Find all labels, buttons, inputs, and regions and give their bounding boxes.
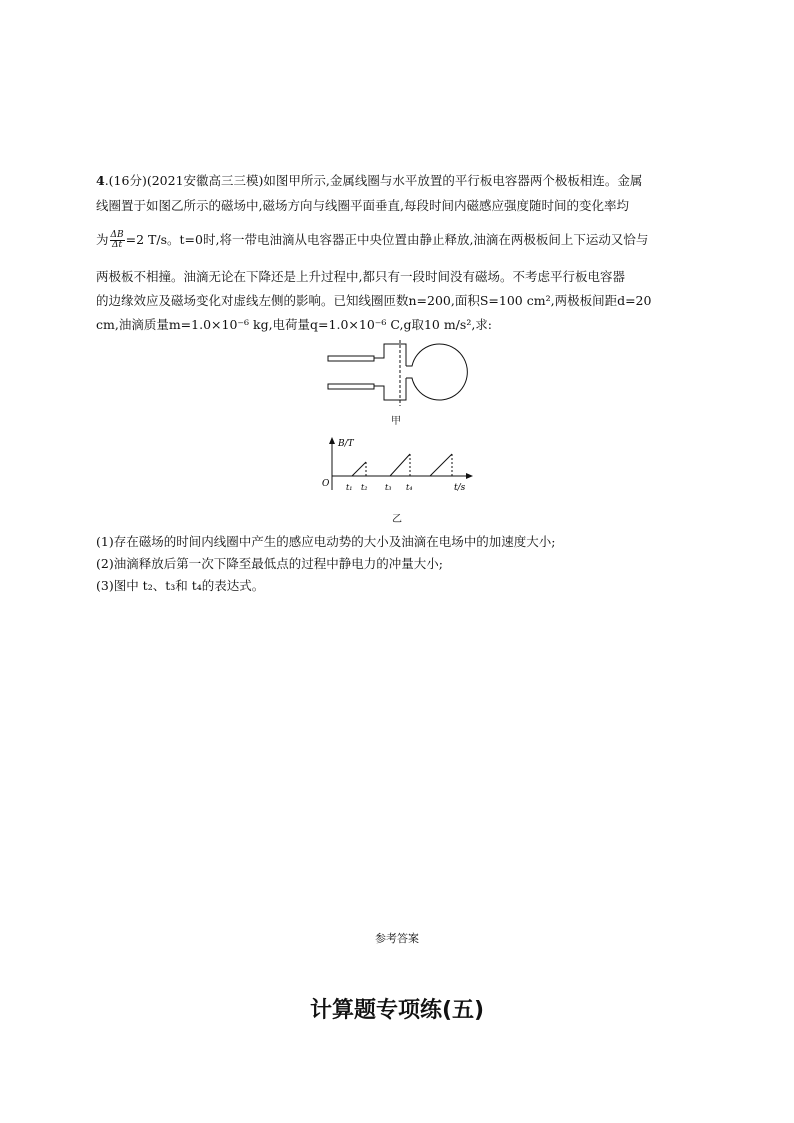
question-list — [96, 531, 696, 597]
tick-t2: t₂ — [361, 483, 368, 492]
rate-fraction: $\frac{\Delta B}{\Delta t}$ — [110, 230, 124, 250]
figure-capacitor-coil — [320, 340, 480, 410]
ramp-3 — [430, 454, 452, 476]
problem-line-3: 为 $\frac{\Delta B}{\Delta t}$ =2 T/s。t=0时,将一带电油滴从电容器正中央位置由静止释放,油滴在两极板间上下运动又恰与 — [96, 230, 649, 250]
problem-line-5: 的边缘效应及磁场变化对虚线左侧的影响。已知线圈匝数n=200,面积S=100 cm²,两极板间距d=20 — [96, 293, 652, 308]
figure-yi-caption: 乙 — [392, 514, 402, 525]
answer-label: 参考答案 — [375, 932, 419, 945]
figure-b-t-graph — [318, 434, 478, 500]
ramp-1 — [352, 462, 366, 476]
problem-line-1: 4.(16分)(2021安徽高三三模)如图甲所示,金属线圈与水平放置的平行板电容器两个极板相连。金属 — [96, 173, 643, 188]
coil-loop — [406, 344, 467, 400]
problem-line-6: cm,油滴质量m=1.0×10⁻⁶ kg,电荷量q=1.0×10⁻⁶ C,g取10 m/s²,求: — [96, 317, 493, 332]
problem-line-2: 线圈置于如图乙所示的磁场中,磁场方向与线圈平面垂直,每段时间内磁感应强度随时间的变化率均 — [96, 198, 629, 213]
x-axis-arrow — [466, 473, 473, 479]
figure-jia-caption: 甲 — [391, 416, 401, 427]
tick-t4: t₄ — [406, 483, 413, 492]
question-2: (2)油滴释放后第一次下降至最低点的过程中静电力的冲量大小; — [96, 556, 443, 571]
wire-bottom — [374, 378, 406, 400]
ramp-2 — [390, 454, 410, 476]
y-axis-arrow — [329, 437, 335, 444]
capacitor-top-plate — [328, 356, 374, 361]
y-axis-label: B/T — [338, 439, 354, 449]
tick-t1: t₁ — [346, 483, 353, 492]
question-3: (3)图中 t₂、t₃和 t₄的表达式。 — [96, 578, 265, 593]
problem-line-4: 两极板不相撞。油滴无论在下降还是上升过程中,都只有一段时间没有磁场。不考虑平行板电容器 — [96, 269, 625, 284]
section-title: 计算题专项练(五) — [309, 998, 485, 1023]
origin-label: O — [322, 479, 330, 489]
capacitor-bottom-plate — [328, 384, 374, 389]
question-1: (1)存在磁场的时间内线圈中产生的感应电动势的大小及油滴在电场中的加速度大小; — [96, 534, 556, 549]
tick-t3: t₃ — [385, 483, 392, 492]
wire-top — [374, 344, 406, 366]
x-axis-label: t/s — [454, 483, 466, 493]
